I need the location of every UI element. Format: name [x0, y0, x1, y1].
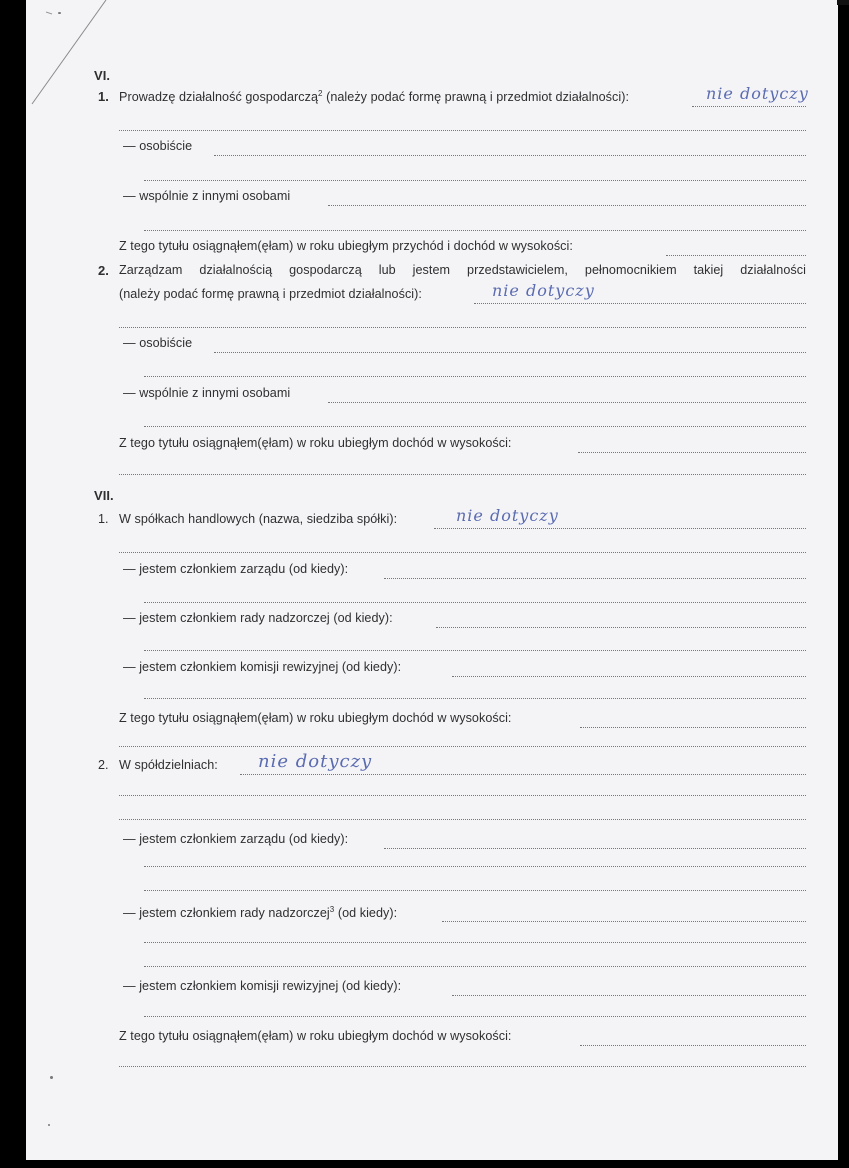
- vii-item2-board-label: — jestem członkiem zarządu (od kiedy):: [123, 832, 349, 846]
- vii-item2-handwritten-answer: nie dotyczy: [258, 751, 373, 772]
- vii-item1-income-line: [580, 727, 806, 728]
- scan-speck: [50, 1076, 53, 1079]
- vi-item1-label: Prowadzę działalność gospodarczą$^2$ (należy podać formę prawną i przedmiot działalności):: [119, 89, 630, 105]
- vi-item2-label-line2: (należy podać formę prawną i przedmiot działalności):: [119, 287, 422, 301]
- vi-item1-jointly-line-2: [144, 230, 806, 231]
- vi-item1-personally-label: — osobiście: [123, 139, 193, 153]
- scan-edge: [837, 0, 849, 5]
- vi-item2-label-line1: Zarządzam działalnością gospodarczą lub jestem przedstawicielem, pełnomocnikiem takiej działalności: [119, 263, 806, 277]
- vi-item1-personally-line: [214, 155, 806, 156]
- vii-item1-income-label: Z tego tytułu osiągnąłem(ęłam) w roku ubiegłym dochód w wysokości:: [119, 711, 512, 725]
- vii-item2-supervisory-line-2: [144, 942, 806, 943]
- vi-item1-jointly-label: — wspólnie z innymi osobami: [123, 189, 291, 203]
- vi-item1-personally-line-2: [144, 180, 806, 181]
- vi-item2-personally-line: [214, 352, 806, 353]
- vii-item2-line-2: [119, 819, 806, 820]
- vii-item1-board-line-2: [144, 602, 806, 603]
- vii-item1-label: W spółkach handlowych (nazwa, siedziba spółki):: [119, 512, 398, 526]
- vii-item2-answer-line: [240, 774, 806, 775]
- vii-item2-income-label: Z tego tytułu osiągnąłem(ęłam) w roku ubiegłym dochód w wysokości:: [119, 1029, 512, 1043]
- form-page: [26, 0, 838, 1160]
- vii-item2-audit-line-2: [144, 1016, 806, 1017]
- vii-item1-answer-line: [434, 528, 806, 529]
- vii-item2-board-line-3: [144, 890, 806, 891]
- vi-item1-jointly-line: [328, 205, 806, 206]
- vi-item2-answer-line: [474, 303, 806, 304]
- vi-item2-line: [119, 327, 806, 328]
- vi-item2-handwritten-answer: nie dotyczy: [492, 281, 595, 300]
- vii-item2-board-line-2: [144, 866, 806, 867]
- vii-item1-audit-line: [452, 676, 806, 677]
- vii-item1-line: [119, 552, 806, 553]
- vii-item2-supervisory-line-3: [144, 966, 806, 967]
- vi-item2-income-line-2: [119, 474, 806, 475]
- vii-item2-board-line: [384, 848, 806, 849]
- section-vi-heading: VI.: [94, 68, 111, 83]
- vi-item2-personally-label: — osobiście: [123, 336, 193, 350]
- section-vii-heading: VII.: [94, 488, 114, 503]
- vi-item1-number: 1.: [98, 89, 109, 104]
- vii-item1-supervisory-label: — jestem członkiem rady nadzorczej (od kiedy):: [123, 611, 393, 625]
- vi-item2-number: 2.: [98, 263, 109, 278]
- vi-item1-answer-line: [692, 106, 806, 107]
- vi-item1-handwritten-answer: nie dotyczy: [706, 84, 809, 103]
- vii-item1-income-line-2: [119, 746, 806, 747]
- vii-item1-audit-label: — jestem członkiem komisji rewizyjnej (od kiedy):: [123, 660, 402, 674]
- vi-item2-income-label: Z tego tytułu osiągnąłem(ęłam) w roku ubiegłym dochód w wysokości:: [119, 436, 512, 450]
- vi-item2-jointly-label: — wspólnie z innymi osobami: [123, 386, 291, 400]
- vi-item2-jointly-line: [328, 402, 806, 403]
- vii-item1-handwritten-answer: nie dotyczy: [456, 506, 559, 525]
- scan-speck: [58, 12, 61, 14]
- vii-item1-supervisory-line: [436, 627, 806, 628]
- vi-item1-income-label: Z tego tytułu osiągnąłem(ęłam) w roku ubiegłym przychód i dochód w wysokości:: [119, 239, 573, 253]
- vii-item2-label: W spółdzielniach:: [119, 758, 218, 772]
- vii-item2-line: [119, 795, 806, 796]
- vi-item2-personally-line-2: [144, 376, 806, 377]
- vii-item1-board-label: — jestem członkiem zarządu (od kiedy):: [123, 562, 349, 576]
- vii-item2-income-line: [580, 1045, 806, 1046]
- vii-item1-audit-line-2: [144, 698, 806, 699]
- scan-speck: [48, 1124, 50, 1126]
- vi-item2-income-line: [578, 452, 806, 453]
- vii-item2-supervisory-label: — jestem członkiem rady nadzorczej$^3$ (od kiedy):: [123, 905, 398, 921]
- vii-item1-board-line: [384, 578, 806, 579]
- vi-item2-jointly-line-2: [144, 426, 806, 427]
- vii-item1-number: 1.: [98, 512, 109, 526]
- vi-item1-line: [119, 130, 806, 131]
- vii-item2-income-line-2: [119, 1066, 806, 1067]
- vii-item2-audit-label: — jestem członkiem komisji rewizyjnej (od kiedy):: [123, 979, 402, 993]
- vii-item2-audit-line: [452, 995, 806, 996]
- vii-item1-supervisory-line-2: [144, 650, 806, 651]
- vi-item1-income-line: [666, 255, 806, 256]
- vii-item2-supervisory-line: [442, 921, 806, 922]
- vii-item2-number: 2.: [98, 758, 109, 772]
